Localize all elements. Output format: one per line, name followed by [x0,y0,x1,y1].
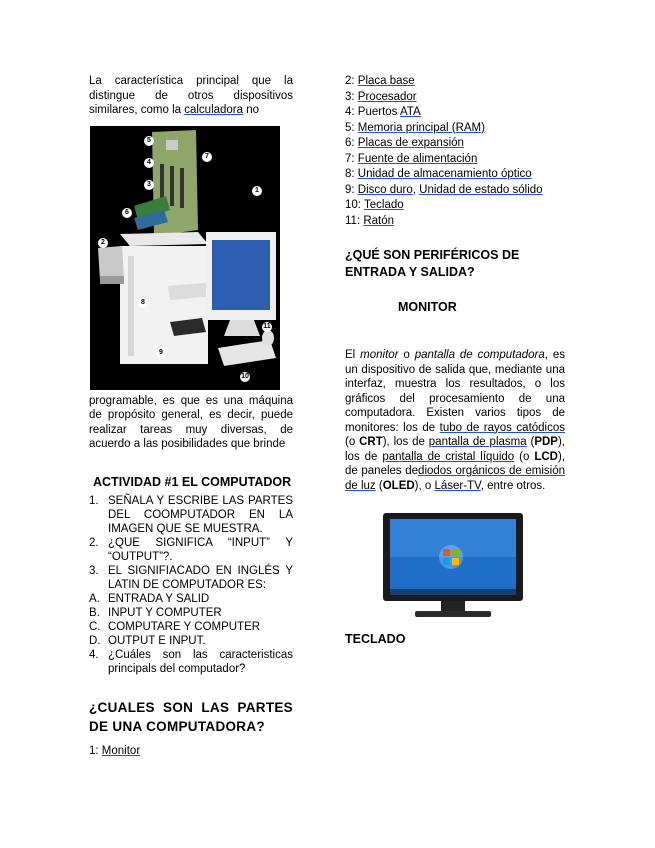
parts-list [345,74,565,229]
part-item: 7: Fuente de alimentación [345,152,478,165]
computer-parts-image [90,126,280,390]
image-number-badge: 4 [144,158,154,168]
perifericos-title: ¿QUÉ SON PERIFÉRICOS DE ENTRADA Y SALIDA? [345,248,520,279]
part-item: 5: Memoria principal (RAM) [345,121,485,134]
part-item: 11: Ratón [345,214,395,227]
activity-item: 2. ¿QUE SIGNIFICA “INPUT” Y “OUTPUT”?. [89,536,293,563]
teclado-title: TECLADO [345,632,406,646]
plasma-link[interactable]: pantalla de plasma [428,436,527,448]
left-column [89,74,293,759]
image-number-badge: 1 [252,186,262,196]
activity-item: C. COMPUTARE Y COMPUTER [89,620,261,633]
monitor-paragraph: El monitor o pantalla de computadora, es un dispositivo de salida que, mediante una interfaz, muestra los resultados, o los gráficos del procesamiento de una computadora. Existen varios tipos de monitores: los de tubo de rayos catódicos (o CRT), los de pantalla de plasma (PDP), los de pantalla de cristal líquido (o LCD), de paneles dediodos orgánicos de emisión de luz (OLED), o Láser-TV, entre otros. [345,349,566,492]
image-number-badge: 8 [138,298,148,308]
activity-item: A. ENTRADA Y SALID [89,592,210,605]
part-item: 8: Unidad de almacenamiento óptico [345,168,532,180]
image-number-badge: 11 [263,322,271,330]
lcd-monitor-illustration [381,511,525,623]
estado-solido-link[interactable]: Unidad de estado sólido [419,183,543,196]
activity-item: D. OUTPUT E INPUT. [89,634,206,647]
placa-base-link[interactable]: Placa base [357,75,415,87]
image-number-badge: 5 [144,136,154,146]
laser-tv-link[interactable]: Láser-TV [434,479,481,492]
intro-paragraph: La característica principal que la distingue de otros dispositivos similares, como la calculadora no [89,75,293,116]
actividad-title: ACTIVIDAD #1 EL COMPUTADOR [93,474,292,489]
crt-link[interactable]: tubo de rayos catódicos [439,421,566,434]
part-item: 2: Placa base [345,75,415,87]
after-image-paragraph: programable, es que es una máquina de propósito general, es decir, puede realizar tareas muy diversas, de acuerdo a las posibilidades que brinde [89,394,293,450]
activity-item: B. INPUT Y COMPUTER [89,606,222,619]
part-item: 4: Puertos ATA [345,106,421,118]
part-item: 10: Teclado [345,199,404,211]
ata-link[interactable]: ATA [400,106,421,118]
partes-title: ¿CUALES SON LAS PARTES DE UNA COMPUTADORA? [89,699,293,734]
part-item: 9: Disco duro, Unidad de estado sólido [345,183,543,196]
disco-duro-link[interactable]: Disco duro [357,183,413,196]
activity-item: 1. SEÑALA Y ESCRIBE LAS PARTES DEL COOMPUTADOR EN LA IMAGEN QUE SE MUESTRA. [89,494,293,535]
memoria-link[interactable]: Memoria principal (RAM) [357,121,485,134]
image-number-badge: 3 [144,180,154,190]
monitor-link[interactable]: Monitor [101,744,141,757]
activity-item: 4. ¿Cuáles son las caracteristicas principals del computador? [89,648,293,675]
calculadora-link[interactable]: calculadora [184,104,244,116]
procesador-link[interactable]: Procesador [357,90,417,103]
image-number-badge: 6 [122,208,132,218]
activity-item: 3. EL SIGNIFIACADO EN INGLÉS Y LATIN DE COMPUTADOR ES: [89,564,293,591]
activities-list [89,494,293,676]
monitor-image [381,511,525,623]
monitor-title: MONITOR [398,300,457,314]
image-number-badge: 10 [241,372,249,380]
part-item: 3: Procesador [345,90,417,103]
part-item-1: 1: Monitor [89,744,141,757]
image-number-badge: 7 [202,152,212,162]
optico-link[interactable]: Unidad de almacenamiento óptico [357,168,532,180]
image-number-badge: 9 [156,348,166,358]
placas-expansion-link[interactable]: Placas de expansión [357,137,464,149]
oled-link[interactable]: diodos orgánicos de emisión de luz [345,465,565,492]
computer-parts-illustration [90,126,280,390]
fuente-link[interactable]: Fuente de alimentación [357,152,478,165]
lcd-link[interactable]: pantalla de cristal líquido [382,450,515,463]
image-number-badge: 2 [98,238,108,248]
raton-link[interactable]: Ratón [363,214,395,227]
right-column [345,74,565,648]
part-item: 6: Placas de expansión [345,137,464,149]
teclado-link[interactable]: Teclado [364,199,404,211]
